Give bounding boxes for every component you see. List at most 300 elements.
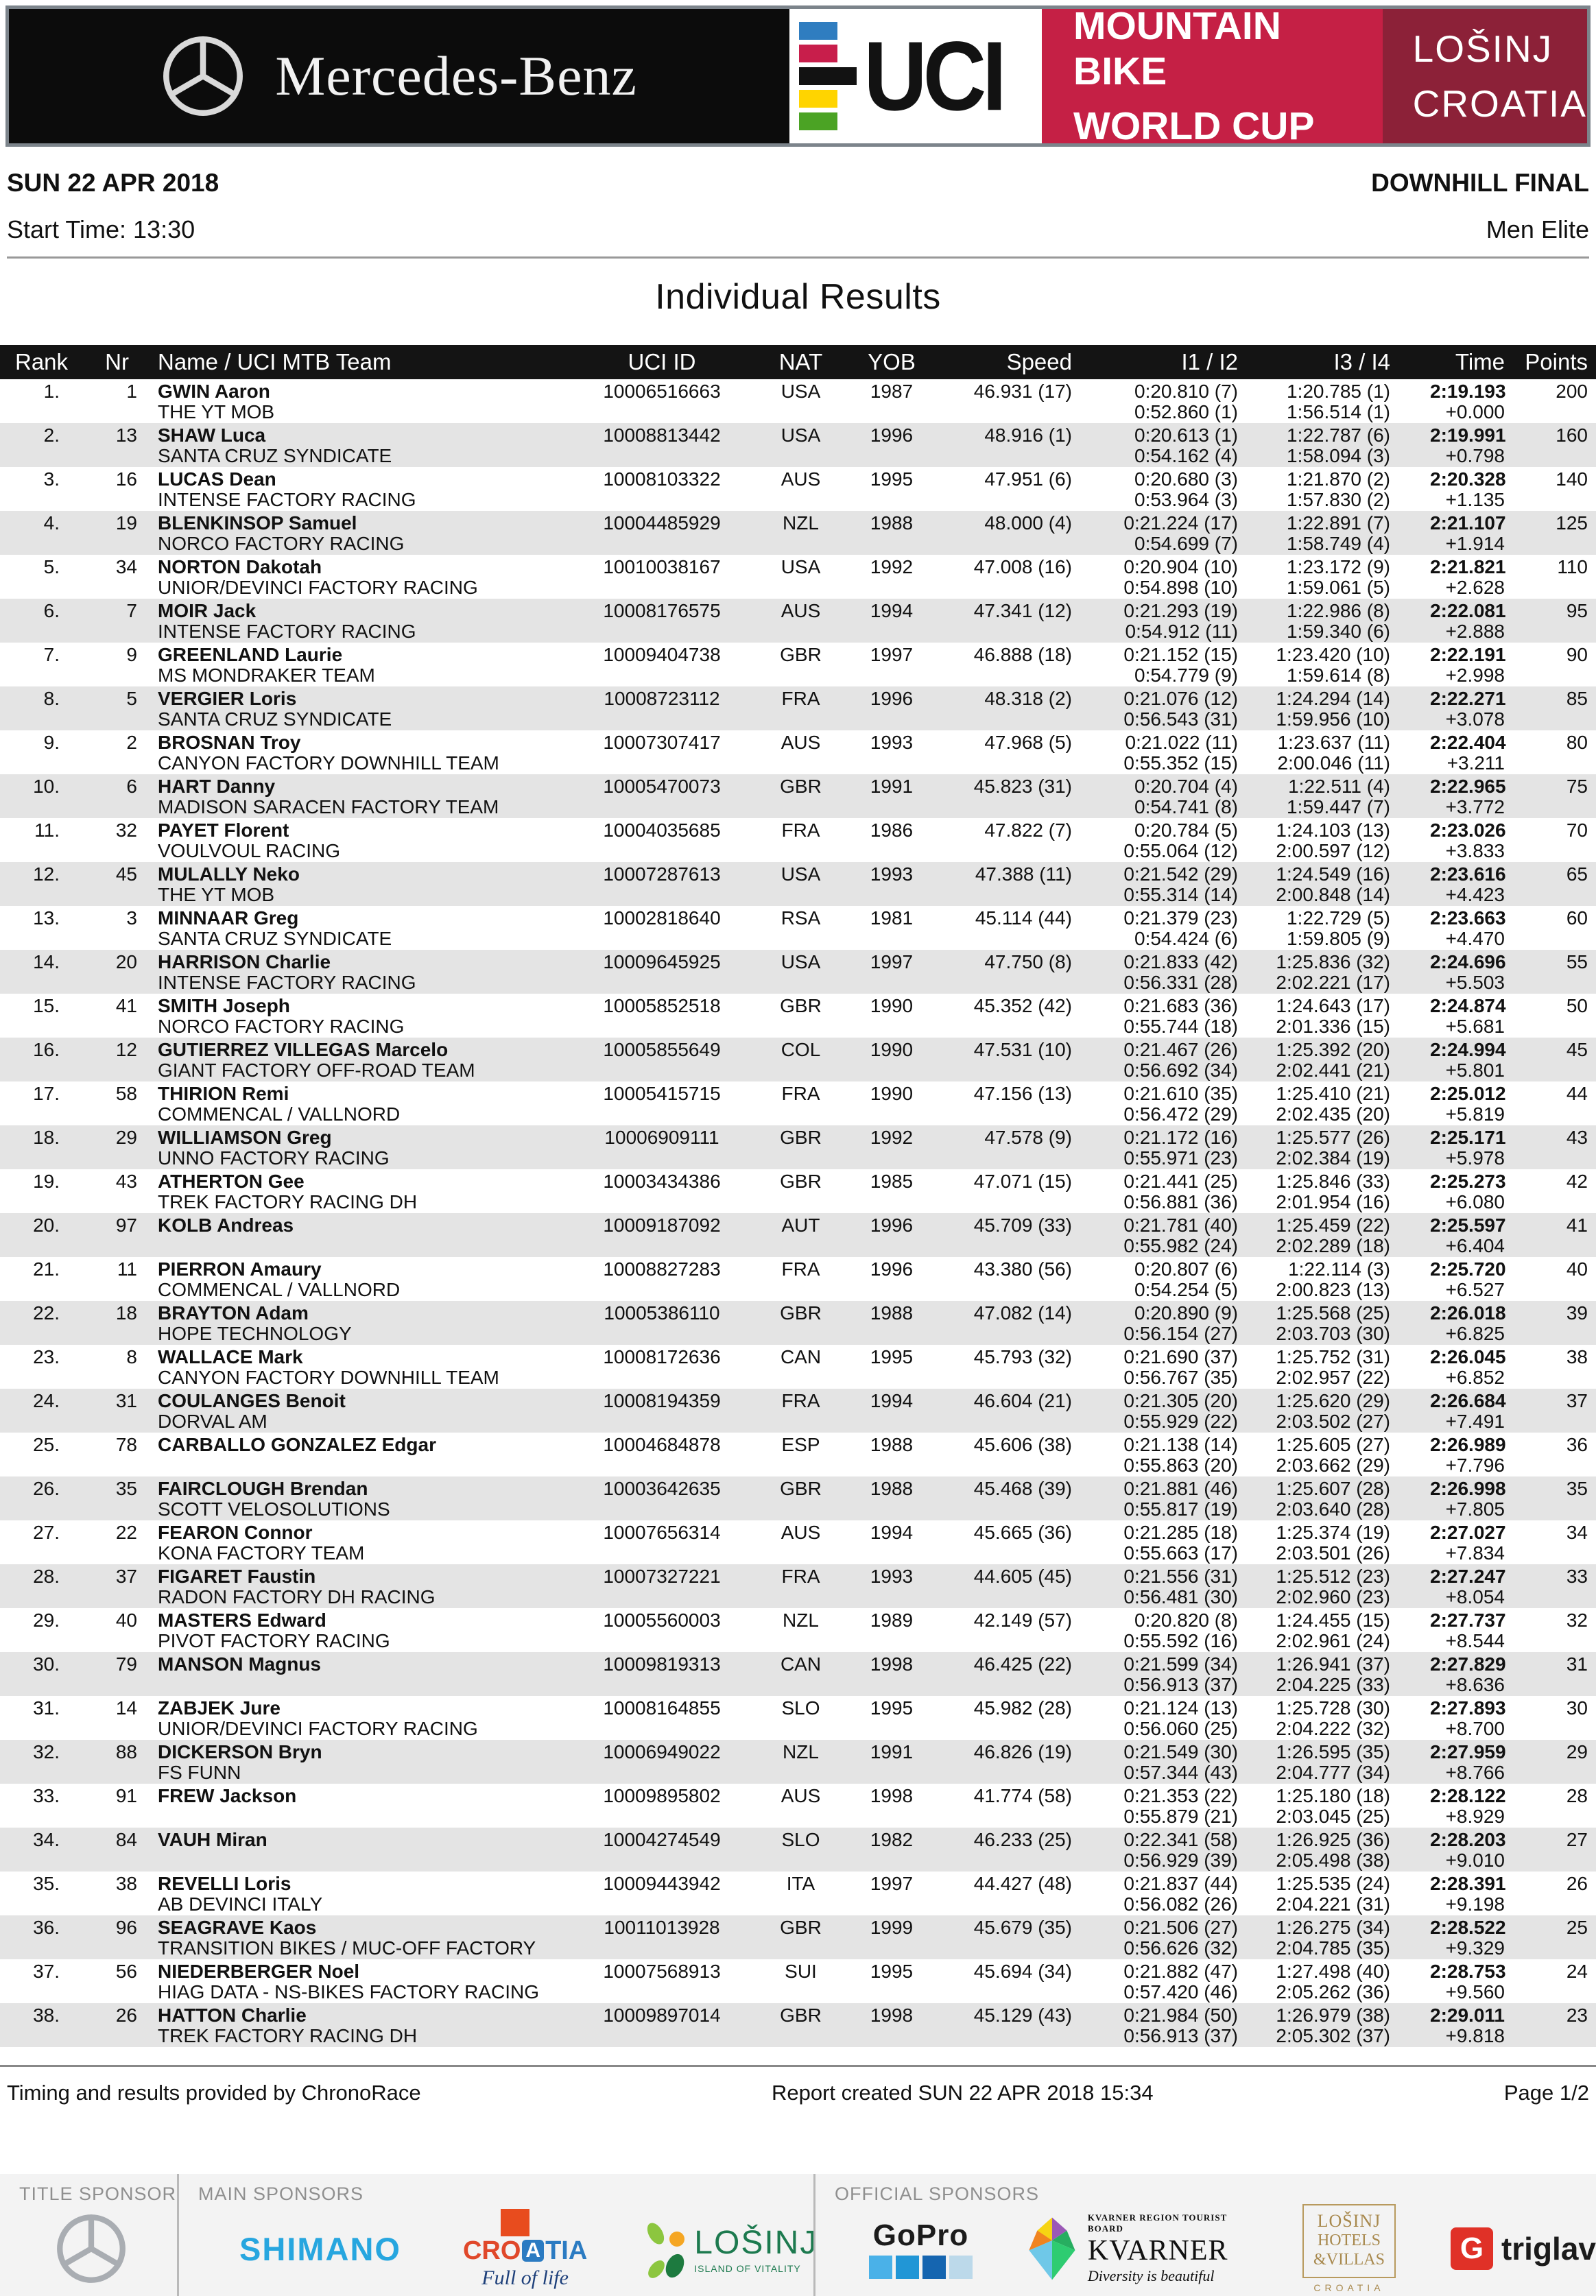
time-gap: +6.527 bbox=[1445, 1279, 1505, 1300]
result-row bbox=[0, 379, 1596, 423]
intermediate-1: 0:20.904 (10) bbox=[1123, 556, 1238, 577]
nationality-cell: FRA bbox=[781, 1083, 820, 1104]
time-gap: +9.560 bbox=[1445, 1981, 1505, 2002]
rank-cell: 38. bbox=[33, 2005, 60, 2026]
year-of-birth-cell: 1992 bbox=[870, 1127, 914, 1148]
team-name: MADISON SARACEN FACTORY TEAM bbox=[158, 796, 499, 817]
results-table-body bbox=[0, 379, 1596, 2047]
column-header-pts: Points bbox=[1525, 349, 1588, 374]
mtb-world-cup-block bbox=[1042, 5, 1383, 147]
year-of-birth-cell: 1998 bbox=[870, 1653, 914, 1675]
rider-name: PIERRON Amaury bbox=[158, 1258, 322, 1280]
page-number: Page 1/2 bbox=[1503, 2081, 1589, 2105]
intermediate-4: 2:03.640 (28) bbox=[1276, 1498, 1390, 1520]
year-of-birth-cell: 1994 bbox=[870, 1522, 914, 1543]
intermediate-1-2-cell bbox=[1101, 1522, 1269, 1564]
nationality-cell: AUS bbox=[781, 732, 821, 753]
intermediate-1-2-cell bbox=[1101, 1654, 1269, 1695]
intermediate-1-2-cell bbox=[1101, 1874, 1269, 1915]
name-team-cell bbox=[144, 1742, 569, 1783]
result-row bbox=[0, 818, 1596, 862]
intermediate-3: 1:25.512 (23) bbox=[1276, 1566, 1390, 1587]
speed-cell: 45.982 (28) bbox=[973, 1697, 1072, 1719]
points-cell: 24 bbox=[1566, 1961, 1588, 1982]
speed-cell: 44.427 (48) bbox=[973, 1873, 1072, 1894]
nationality-cell: AUS bbox=[781, 468, 821, 490]
speed-cell: 45.606 (38) bbox=[973, 1434, 1072, 1455]
intermediate-2: 0:54.699 (7) bbox=[1134, 533, 1238, 554]
intermediate-1: 0:20.704 (4) bbox=[1134, 776, 1238, 797]
intermediate-2: 0:56.481 (30) bbox=[1123, 1586, 1238, 1607]
rider-name: ZABJEK Jure bbox=[158, 1697, 281, 1719]
year-of-birth-cell: 1991 bbox=[870, 1741, 914, 1762]
intermediate-3-4-cell bbox=[1269, 513, 1430, 554]
intermediate-1: 0:20.680 (3) bbox=[1134, 468, 1238, 490]
name-team-cell bbox=[144, 1347, 569, 1388]
bib-number-cell: 26 bbox=[115, 2005, 137, 2026]
intermediate-1-2-cell bbox=[1101, 1566, 1269, 1607]
intermediate-3-4-cell bbox=[1269, 1215, 1430, 1256]
points-cell: 85 bbox=[1566, 688, 1588, 709]
final-time: 2:21.821 bbox=[1430, 556, 1506, 577]
intermediate-4: 2:02.961 (24) bbox=[1276, 1630, 1390, 1651]
rider-name: NIEDERBERGER Noel bbox=[158, 1961, 360, 1982]
time-cell bbox=[1430, 1917, 1524, 1959]
time-cell bbox=[1430, 1215, 1524, 1256]
time-cell bbox=[1430, 513, 1524, 554]
intermediate-3: 1:26.925 (36) bbox=[1276, 1829, 1390, 1850]
final-time: 2:26.045 bbox=[1430, 1346, 1506, 1367]
time-gap: +6.404 bbox=[1445, 1235, 1505, 1256]
nationality-cell: USA bbox=[781, 556, 821, 577]
team-name: UNNO FACTORY RACING bbox=[158, 1147, 390, 1169]
final-time: 2:22.081 bbox=[1430, 600, 1506, 621]
uci-id-cell: 10005560003 bbox=[603, 1610, 721, 1631]
final-time: 2:24.874 bbox=[1430, 995, 1506, 1016]
result-row bbox=[0, 1915, 1596, 1959]
intermediate-2: 0:55.592 (16) bbox=[1123, 1630, 1238, 1651]
uci-id-cell: 10003434386 bbox=[603, 1171, 721, 1192]
intermediate-4: 2:04.225 (33) bbox=[1276, 1674, 1390, 1695]
team-name: INTENSE FACTORY RACING bbox=[158, 972, 416, 993]
bib-number-cell: 20 bbox=[115, 951, 137, 972]
intermediate-2: 0:55.817 (19) bbox=[1123, 1498, 1238, 1520]
bib-number-cell: 38 bbox=[115, 1873, 137, 1894]
final-time: 2:22.191 bbox=[1430, 644, 1506, 665]
intermediate-1-2-cell bbox=[1101, 1610, 1269, 1651]
speed-cell: 46.233 (25) bbox=[973, 1829, 1072, 1850]
year-of-birth-cell: 1988 bbox=[870, 1302, 914, 1324]
speed-cell: 45.352 (42) bbox=[973, 995, 1072, 1016]
time-cell bbox=[1430, 645, 1524, 686]
bib-number-cell: 40 bbox=[115, 1610, 137, 1631]
time-gap: +1.914 bbox=[1445, 533, 1505, 554]
team-name: CANYON FACTORY DOWNHILL TEAM bbox=[158, 1367, 499, 1388]
results-table-header bbox=[0, 345, 1596, 379]
points-cell: 31 bbox=[1566, 1653, 1588, 1675]
result-row bbox=[0, 1476, 1596, 1520]
intermediate-1-2-cell bbox=[1101, 425, 1269, 466]
team-name: AB DEVINCI ITALY bbox=[158, 1893, 323, 1915]
bib-number-cell: 43 bbox=[115, 1171, 137, 1192]
intermediate-4: 2:02.384 (19) bbox=[1276, 1147, 1390, 1169]
points-cell: 40 bbox=[1566, 1258, 1588, 1280]
event-meta-left bbox=[7, 169, 219, 244]
final-time: 2:24.994 bbox=[1430, 1039, 1506, 1060]
event-location-block bbox=[1383, 9, 1587, 143]
rider-name: GUTIERREZ VILLEGAS Marcelo bbox=[158, 1039, 449, 1060]
time-gap: +5.978 bbox=[1445, 1147, 1505, 1169]
name-team-cell bbox=[144, 1610, 569, 1651]
bib-number-cell: 16 bbox=[115, 468, 137, 490]
intermediate-3: 1:25.607 (28) bbox=[1276, 1478, 1390, 1499]
intermediate-3: 1:22.787 (6) bbox=[1287, 424, 1390, 446]
intermediate-4: 2:00.848 (14) bbox=[1276, 884, 1390, 905]
uci-id-cell: 10008164855 bbox=[603, 1697, 721, 1719]
name-team-cell bbox=[144, 425, 569, 466]
team-name: TREK FACTORY RACING DH bbox=[158, 2025, 418, 2046]
intermediate-4: 2:02.289 (18) bbox=[1276, 1235, 1390, 1256]
intermediate-3-4-cell bbox=[1269, 381, 1430, 422]
rider-name: GREENLAND Laurie bbox=[158, 644, 343, 665]
final-time: 2:27.829 bbox=[1430, 1653, 1506, 1675]
intermediate-4: 1:57.830 (2) bbox=[1287, 489, 1390, 510]
speed-cell: 47.008 (16) bbox=[973, 556, 1072, 577]
speed-cell: 47.968 (5) bbox=[984, 732, 1072, 753]
team-name: INTENSE FACTORY RACING bbox=[158, 621, 416, 642]
intermediate-1-2-cell bbox=[1101, 601, 1269, 642]
final-time: 2:27.737 bbox=[1430, 1610, 1506, 1631]
name-team-cell bbox=[144, 1215, 569, 1236]
intermediate-3-4-cell bbox=[1269, 1742, 1430, 1783]
intermediate-2: 0:55.929 (22) bbox=[1123, 1411, 1238, 1432]
intermediate-3-4-cell bbox=[1269, 1566, 1430, 1607]
bib-number-cell: 6 bbox=[126, 776, 137, 797]
bib-number-cell: 5 bbox=[126, 688, 137, 709]
points-cell: 29 bbox=[1566, 1741, 1588, 1762]
uci-id-cell: 10010038167 bbox=[603, 556, 721, 577]
time-cell bbox=[1430, 1742, 1524, 1783]
official-sponsors-label: OFFICIAL SPONSORS bbox=[835, 2184, 1040, 2204]
speed-cell: 45.679 (35) bbox=[973, 1917, 1072, 1938]
bib-number-cell: 14 bbox=[115, 1697, 137, 1719]
intermediate-4: 2:03.045 (25) bbox=[1276, 1806, 1390, 1827]
intermediate-4: 1:59.956 (10) bbox=[1276, 708, 1390, 730]
year-of-birth-cell: 1994 bbox=[870, 600, 914, 621]
team-name: TREK FACTORY RACING DH bbox=[158, 1191, 418, 1212]
intermediate-3-4-cell bbox=[1269, 776, 1430, 817]
year-of-birth-cell: 1996 bbox=[870, 424, 914, 446]
intermediate-2: 0:55.744 (18) bbox=[1123, 1016, 1238, 1037]
final-time: 2:28.122 bbox=[1430, 1785, 1506, 1806]
intermediate-3: 1:25.836 (32) bbox=[1276, 951, 1390, 972]
intermediate-3-4-cell bbox=[1269, 689, 1430, 730]
final-time: 2:19.991 bbox=[1430, 424, 1506, 446]
uci-id-cell: 10009819313 bbox=[603, 1653, 721, 1675]
nationality-cell: GBR bbox=[780, 644, 822, 665]
intermediate-2: 0:54.424 (6) bbox=[1134, 928, 1238, 949]
points-cell: 65 bbox=[1566, 863, 1588, 885]
year-of-birth-cell: 1986 bbox=[870, 820, 914, 841]
triglav-logo: G triglav bbox=[1451, 2227, 1596, 2270]
time-cell bbox=[1430, 1303, 1524, 1344]
year-of-birth-cell: 1981 bbox=[870, 907, 914, 929]
intermediate-2: 0:57.344 (43) bbox=[1123, 1762, 1238, 1783]
nationality-cell: NZL bbox=[783, 1610, 819, 1631]
intermediate-3: 1:25.410 (21) bbox=[1276, 1083, 1390, 1104]
intermediate-1-2-cell bbox=[1101, 952, 1269, 993]
rider-name: MINNAAR Greg bbox=[158, 907, 299, 929]
points-cell: 44 bbox=[1566, 1083, 1588, 1104]
rank-cell: 21. bbox=[33, 1258, 60, 1280]
intermediate-3: 1:25.620 (29) bbox=[1276, 1390, 1390, 1411]
time-gap: +9.329 bbox=[1445, 1937, 1505, 1959]
time-cell bbox=[1430, 1786, 1524, 1827]
result-row bbox=[0, 686, 1596, 730]
bib-number-cell: 1 bbox=[126, 381, 137, 402]
intermediate-1-2-cell bbox=[1101, 1391, 1269, 1432]
time-cell bbox=[1430, 776, 1524, 817]
uci-id-cell: 10005470073 bbox=[603, 776, 721, 797]
rider-name: HART Danny bbox=[158, 776, 276, 797]
time-cell bbox=[1430, 425, 1524, 466]
time-cell bbox=[1430, 1522, 1524, 1564]
time-cell bbox=[1430, 1259, 1524, 1300]
intermediate-2: 0:56.543 (31) bbox=[1123, 708, 1238, 730]
time-cell bbox=[1430, 820, 1524, 861]
rider-name: LUCAS Dean bbox=[158, 468, 276, 490]
uci-id-cell: 10008723112 bbox=[604, 688, 720, 709]
time-cell bbox=[1430, 689, 1524, 730]
uci-id-cell: 10009404738 bbox=[603, 644, 721, 665]
final-time: 2:25.012 bbox=[1430, 1083, 1506, 1104]
year-of-birth-cell: 1989 bbox=[870, 1610, 914, 1631]
time-gap: +5.819 bbox=[1445, 1103, 1505, 1125]
bib-number-cell: 2 bbox=[126, 732, 137, 753]
intermediate-4: 2:05.302 (37) bbox=[1276, 2025, 1390, 2046]
time-cell bbox=[1430, 469, 1524, 510]
speed-cell: 47.388 (11) bbox=[975, 863, 1072, 885]
rank-cell: 34. bbox=[33, 1829, 60, 1850]
intermediate-3: 1:25.752 (31) bbox=[1276, 1346, 1390, 1367]
result-row bbox=[0, 599, 1596, 643]
team-name: THE YT MOB bbox=[158, 884, 275, 905]
gopro-logo: GoPro bbox=[869, 2219, 973, 2279]
column-header-i12: I1 / I2 bbox=[1181, 349, 1238, 374]
intermediate-1: 0:20.810 (7) bbox=[1134, 381, 1238, 402]
time-cell bbox=[1430, 1566, 1524, 1607]
points-cell: 34 bbox=[1566, 1522, 1588, 1543]
intermediate-1-2-cell bbox=[1101, 1917, 1269, 1959]
final-time: 2:23.616 bbox=[1430, 863, 1506, 885]
intermediate-1-2-cell bbox=[1101, 1347, 1269, 1388]
result-row bbox=[0, 730, 1596, 774]
uci-id-cell: 10008103322 bbox=[603, 468, 721, 490]
bib-number-cell: 58 bbox=[115, 1083, 137, 1104]
timing-provider: Timing and results provided by ChronoRace bbox=[7, 2081, 421, 2105]
name-team-cell bbox=[144, 732, 569, 774]
rank-cell: 10. bbox=[33, 776, 60, 797]
rider-name: SHAW Luca bbox=[158, 424, 266, 446]
uci-id-cell: 10009645925 bbox=[603, 951, 721, 972]
intermediate-1: 0:21.076 (12) bbox=[1123, 688, 1238, 709]
bib-number-cell: 88 bbox=[115, 1741, 137, 1762]
time-gap: +2.628 bbox=[1445, 577, 1505, 598]
intermediate-3: 1:25.180 (18) bbox=[1276, 1785, 1390, 1806]
time-gap: +3.078 bbox=[1445, 708, 1505, 730]
time-cell bbox=[1430, 1040, 1524, 1081]
rank-cell: 5. bbox=[43, 556, 60, 577]
intermediate-1: 0:21.781 (40) bbox=[1123, 1215, 1238, 1236]
uci-id-cell: 10008194359 bbox=[603, 1390, 721, 1411]
intermediate-4: 2:04.221 (31) bbox=[1276, 1893, 1390, 1915]
intermediate-1-2-cell bbox=[1101, 689, 1269, 730]
time-gap: +6.852 bbox=[1445, 1367, 1505, 1388]
rank-cell: 20. bbox=[33, 1215, 60, 1236]
intermediate-3-4-cell bbox=[1269, 1303, 1430, 1344]
event-meta-right bbox=[1371, 169, 1589, 244]
intermediate-3: 1:23.172 (9) bbox=[1287, 556, 1390, 577]
name-team-cell bbox=[144, 1040, 569, 1081]
intermediate-3: 1:24.643 (17) bbox=[1276, 995, 1390, 1016]
time-gap: +8.700 bbox=[1445, 1718, 1505, 1739]
team-name: FS FUNN bbox=[158, 1762, 241, 1783]
nationality-cell: USA bbox=[781, 951, 821, 972]
speed-cell: 45.129 (43) bbox=[973, 2005, 1072, 2026]
speed-cell: 46.888 (18) bbox=[973, 644, 1072, 665]
uci-id-cell: 10007568913 bbox=[603, 1961, 721, 1982]
year-of-birth-cell: 1993 bbox=[870, 732, 914, 753]
intermediate-1: 0:21.172 (16) bbox=[1123, 1127, 1238, 1148]
uci-id-cell: 10005386110 bbox=[604, 1302, 720, 1324]
result-row bbox=[0, 1081, 1596, 1125]
uci-id-cell: 10006516663 bbox=[603, 381, 721, 402]
points-cell: 33 bbox=[1566, 1566, 1588, 1587]
intermediate-1: 0:21.441 (25) bbox=[1123, 1171, 1238, 1192]
intermediate-1-2-cell bbox=[1101, 1786, 1269, 1827]
speed-cell: 41.774 (58) bbox=[973, 1785, 1072, 1806]
intermediate-1-2-cell bbox=[1101, 557, 1269, 598]
final-time: 2:27.959 bbox=[1430, 1741, 1506, 1762]
mercedes-benz-logo bbox=[9, 9, 789, 143]
rider-name: BLENKINSOP Samuel bbox=[158, 512, 357, 534]
time-cell bbox=[1430, 381, 1524, 422]
rank-cell: 26. bbox=[33, 1478, 60, 1499]
time-gap: +3.833 bbox=[1445, 840, 1505, 861]
speed-cell: 46.826 (19) bbox=[973, 1741, 1072, 1762]
intermediate-3: 1:25.459 (22) bbox=[1276, 1215, 1390, 1236]
report-created: Report created SUN 22 APR 2018 15:34 bbox=[771, 2081, 1154, 2105]
uci-id-cell: 10008827283 bbox=[603, 1258, 721, 1280]
rider-name: FAIRCLOUGH Brendan bbox=[158, 1478, 368, 1499]
result-row bbox=[0, 1520, 1596, 1564]
intermediate-3: 1:21.870 (2) bbox=[1287, 468, 1390, 490]
column-header-yob: YOB bbox=[868, 349, 916, 374]
intermediate-2: 0:55.982 (24) bbox=[1123, 1235, 1238, 1256]
speed-cell: 45.665 (36) bbox=[973, 1522, 1072, 1543]
speed-cell: 48.318 (2) bbox=[984, 688, 1072, 709]
intermediate-2: 0:56.913 (37) bbox=[1123, 2025, 1238, 2046]
year-of-birth-cell: 1990 bbox=[870, 1039, 914, 1060]
intermediate-1: 0:21.984 (50) bbox=[1123, 2005, 1238, 2026]
rider-name: MOIR Jack bbox=[158, 600, 257, 621]
croatia-tagline: Full of life bbox=[481, 2267, 569, 2289]
intermediate-3-4-cell bbox=[1269, 469, 1430, 510]
nationality-cell: GBR bbox=[780, 1917, 822, 1938]
rank-cell: 37. bbox=[33, 1961, 60, 1982]
name-team-cell bbox=[144, 469, 569, 510]
rank-cell: 4. bbox=[43, 512, 60, 534]
bib-number-cell: 13 bbox=[115, 424, 137, 446]
intermediate-3: 1:24.103 (13) bbox=[1276, 820, 1390, 841]
points-cell: 140 bbox=[1556, 468, 1588, 490]
uci-id-cell: 10004485929 bbox=[603, 512, 721, 534]
time-gap: +7.796 bbox=[1445, 1455, 1505, 1476]
intermediate-3-4-cell bbox=[1269, 1084, 1430, 1125]
uci-id-cell: 10005415715 bbox=[603, 1083, 721, 1104]
kvarner-logo: KVARNER REGION TOURIST BOARD KVARNER Diversity is beautiful bbox=[1027, 2212, 1248, 2285]
croatia-square-icon bbox=[501, 2209, 529, 2236]
rider-name: FEARON Connor bbox=[158, 1522, 313, 1543]
nationality-cell: FRA bbox=[781, 1566, 820, 1587]
rank-cell: 2. bbox=[43, 424, 60, 446]
result-row bbox=[0, 2003, 1596, 2047]
rider-name: MASTERS Edward bbox=[158, 1610, 326, 1631]
final-time: 2:25.597 bbox=[1430, 1215, 1506, 1236]
name-team-cell bbox=[144, 1522, 569, 1564]
team-name: CANYON FACTORY DOWNHILL TEAM bbox=[158, 752, 499, 774]
uci-id-cell: 10011013928 bbox=[604, 1917, 720, 1938]
rider-name: HARRISON Charlie bbox=[158, 951, 331, 972]
column-header-uci: UCI ID bbox=[628, 349, 696, 374]
uci-id-cell: 10005852518 bbox=[603, 995, 721, 1016]
team-name: KONA FACTORY TEAM bbox=[158, 1542, 365, 1564]
result-row bbox=[0, 1038, 1596, 1081]
time-gap: +6.825 bbox=[1445, 1323, 1505, 1344]
intermediate-3: 1:25.568 (25) bbox=[1276, 1302, 1390, 1324]
final-time: 2:23.026 bbox=[1430, 820, 1506, 841]
result-row bbox=[0, 1169, 1596, 1213]
intermediate-1-2-cell bbox=[1101, 1830, 1269, 1871]
intermediate-1-2-cell bbox=[1101, 469, 1269, 510]
rider-name: PAYET Florent bbox=[158, 820, 289, 841]
rank-cell: 19. bbox=[33, 1171, 60, 1192]
intermediate-4: 2:02.957 (22) bbox=[1276, 1367, 1390, 1388]
points-cell: 25 bbox=[1566, 1917, 1588, 1938]
intermediate-1-2-cell bbox=[1101, 1127, 1269, 1169]
rider-name: BROSNAN Troy bbox=[158, 732, 301, 753]
intermediate-3-4-cell bbox=[1269, 1171, 1430, 1212]
intermediate-1-2-cell bbox=[1101, 1435, 1269, 1476]
rank-cell: 35. bbox=[33, 1873, 60, 1894]
speed-cell: 48.000 (4) bbox=[984, 512, 1072, 534]
nationality-cell: AUS bbox=[781, 600, 821, 621]
column-header-name: Name / UCI MTB Team bbox=[158, 349, 392, 374]
bib-number-cell: 8 bbox=[126, 1346, 137, 1367]
nationality-cell: SLO bbox=[781, 1697, 820, 1719]
rider-name: SEAGRAVE Kaos bbox=[158, 1917, 317, 1938]
event-date: SUN 22 APR 2018 bbox=[7, 169, 219, 197]
points-cell: 41 bbox=[1566, 1215, 1588, 1236]
rider-name: DICKERSON Bryn bbox=[158, 1741, 322, 1762]
triglav-shield-icon: G bbox=[1451, 2227, 1493, 2270]
time-cell bbox=[1430, 557, 1524, 598]
speed-cell: 47.531 (10) bbox=[973, 1039, 1072, 1060]
team-name: VOULVOUL RACING bbox=[158, 840, 341, 861]
rank-cell: 24. bbox=[33, 1390, 60, 1411]
nationality-cell: USA bbox=[781, 424, 821, 446]
final-time: 2:28.391 bbox=[1430, 1873, 1506, 1894]
